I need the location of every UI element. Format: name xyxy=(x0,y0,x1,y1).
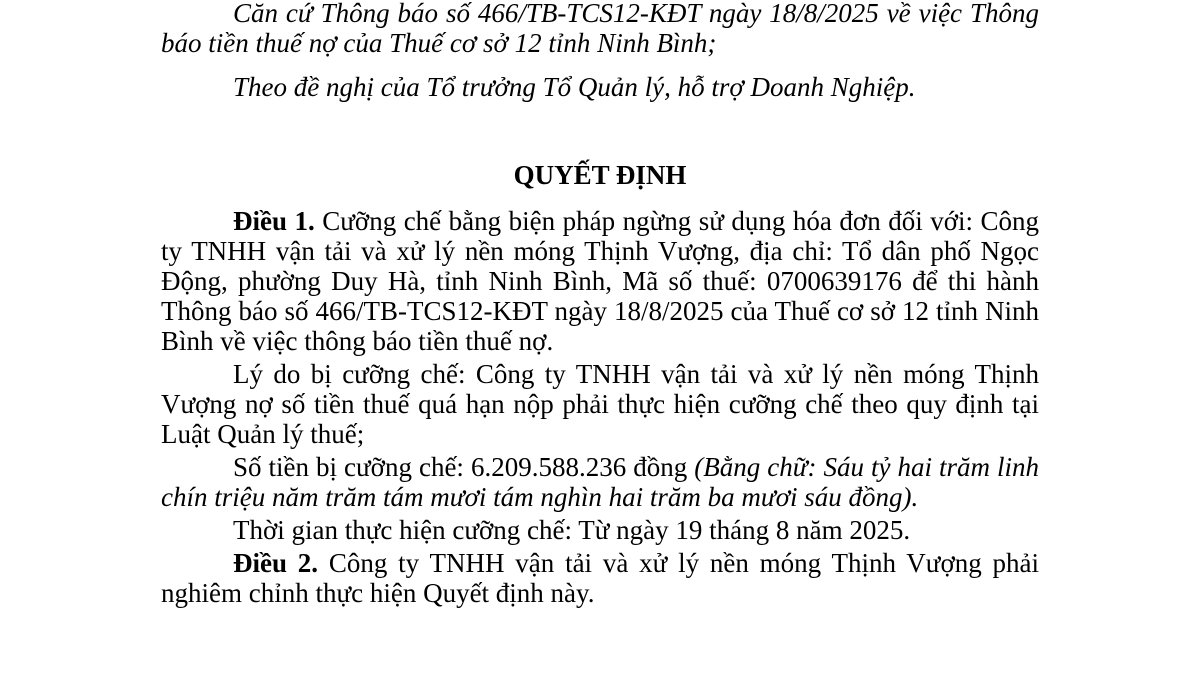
proposal-paragraph: Theo đề nghị của Tổ trưởng Tổ Quản lý, hỗ trợ Doanh Nghiệp. xyxy=(233,72,916,102)
article-1-label: Điều 1. xyxy=(233,206,315,236)
amount-in-words: (Bằng chữ: Sáu tỷ hai trăm linh chín triệu năm trăm tám mươi tám nghìn hai trăm ba mươi sáu đồng). xyxy=(161,452,1040,512)
article-2-text: Công ty TNHH vận tải và xử lý nền móng Thịnh Vượng phải nghiêm chỉnh thực hiện Quyết định này. xyxy=(161,548,1040,608)
basis-notice-paragraph: Căn cứ Thông báo số 466/TB-TCS12-KĐT ngày 18/8/2025 về việc Thông báo tiền thuế nợ của Thuế cơ sở 12 tỉnh Ninh Bình; xyxy=(161,0,1039,58)
article-2-label: Điều 2. xyxy=(233,548,319,578)
amount-figure: Số tiền bị cưỡng chế: 6.209.588.236 đồng xyxy=(233,452,695,482)
decision-heading: QUYẾT ĐỊNH xyxy=(513,160,687,190)
enforcement-amount-paragraph xyxy=(161,452,1039,512)
article-2-paragraph xyxy=(161,548,1039,608)
decision-document xyxy=(161,0,1039,608)
enforcement-period-paragraph: Thời gian thực hiện cưỡng chế: Từ ngày 19 tháng 8 năm 2025. xyxy=(233,515,911,545)
article-1-text: Cưỡng chế bằng biện pháp ngừng sử dụng hóa đơn đối với: Công ty TNHH vận tải và xử lý nền móng Thịnh Vượng, địa chỉ: Tổ dân phố Ngọc Động, phường Duy Hà, tỉnh Ninh Bình, Mã số thuế: 0700639176 để thi hành Thông báo số 466/TB-TCS12-KĐT ngày 18/8/2025 của Thuế cơ sở 12 tỉnh Ninh Bình về việc thông báo tiền thuế nợ. xyxy=(161,206,1040,356)
enforcement-reason-paragraph: Lý do bị cưỡng chế: Công ty TNHH vận tải và xử lý nền móng Thịnh Vượng nợ số tiền thuế quá hạn nộp phải thực hiện cưỡng chế theo quy định tại Luật Quản lý thuế; xyxy=(161,359,1039,449)
article-1-paragraph xyxy=(161,206,1039,356)
